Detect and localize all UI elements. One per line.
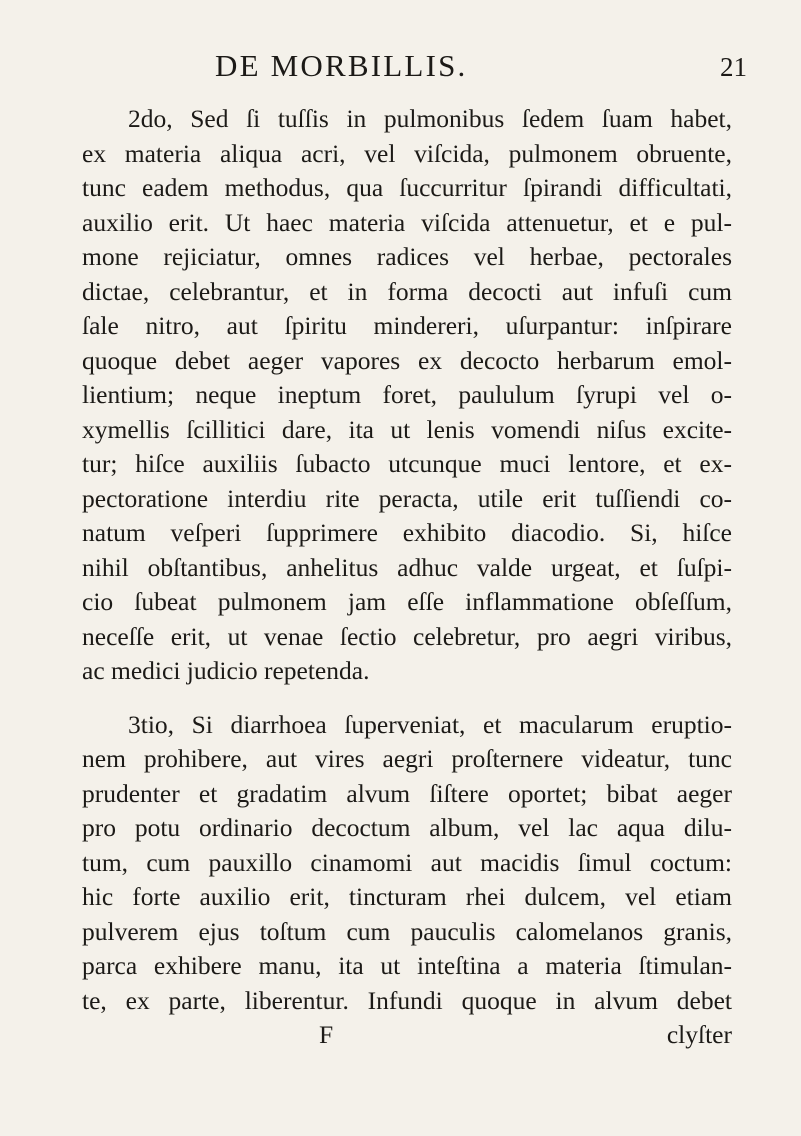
text-line: nem prohibere, aut vires aegri proſternere videatur, tunc — [82, 744, 732, 773]
text-line: xymellis ſcillitici dare, ita ut lenis vomendi niſus excite- — [82, 414, 732, 444]
text-line: dictae, celebrantur, et in forma decocti aut infuſi cum — [82, 276, 732, 306]
text-line: 3tio, Si diarrhoea ſuperveniat, et macularum eruptio- — [128, 709, 732, 739]
page-footer — [82, 1018, 732, 1053]
body-text — [82, 102, 732, 1053]
text-line: ſale nitro, aut ſpiritu mindereri, uſurpantur: inſpirare — [82, 311, 732, 340]
text-line: tunc eadem methodus, qua ſuccurritur ſpirandi difficultati, — [82, 173, 732, 202]
running-head: DE MORBILLIS. — [215, 48, 468, 83]
text-line: ex materia aliqua acri, vel viſcida, pulmonem obruente, — [82, 138, 732, 168]
text-line: natum veſperi ſupprimere exhibito diacodio. Si, hiſce — [82, 518, 732, 547]
text-line: 2do, Sed ſi tuſſis in pulmonibus ſedem ſuam habet, — [128, 104, 732, 133]
paragraph-2do — [82, 102, 732, 689]
text-line: tur; hiſce auxiliis ſubacto utcunque muci lentore, et ex- — [82, 449, 732, 478]
text-line: ac medici judicio repetenda. — [82, 656, 370, 685]
paragraph-3tio — [82, 708, 732, 1019]
paragraph-spacer — [82, 689, 732, 708]
page-header — [0, 48, 801, 88]
text-line: nihil obſtantibus, anhelitus adhuc valde urgeat, et ſuſpi- — [82, 552, 732, 582]
text-line: lientium; neque ineptum foret, paululum ſyrupi vel o- — [82, 380, 732, 409]
text-line: te, ex parte, liberentur. Infundi quoque in alvum debet — [82, 985, 732, 1015]
text-line: pectoratione interdiu rite peracta, utile erit tuſſiendi co- — [82, 483, 732, 513]
text-line: parca exhibere manu, ita ut inteſtina a materia ſtimulan- — [82, 951, 732, 980]
text-line: hic forte auxilio erit, tincturam rhei dulcem, vel etiam — [82, 882, 732, 911]
catchword: clyſter — [666, 1020, 732, 1049]
text-line: quoque debet aeger vapores ex decocto herbarum emol- — [82, 345, 732, 375]
text-line: cio ſubeat pulmonem jam eſſe inflammatione obſeſſum, — [82, 587, 732, 616]
text-line: neceſſe erit, ut venae ſectio celebretur, pro aegri viribus, — [82, 621, 732, 651]
text-line: pro potu ordinario decoctum album, vel lac aqua dilu- — [82, 813, 732, 842]
signature-mark: F — [319, 1020, 334, 1049]
text-line: prudenter et gradatim alvum ſiſtere oportet; bibat aeger — [82, 778, 732, 808]
page-number: 21 — [720, 52, 747, 82]
text-line: pulverem ejus toſtum cum pauculis calomelanos granis, — [82, 916, 732, 946]
text-line: tum, cum pauxillo cinamomi aut macidis ſimul coctum: — [82, 847, 732, 877]
text-line: auxilio erit. Ut haec materia viſcida attenuetur, et e pul- — [82, 207, 732, 237]
text-line: mone rejiciatur, omnes radices vel herbae, pectorales — [82, 242, 732, 271]
